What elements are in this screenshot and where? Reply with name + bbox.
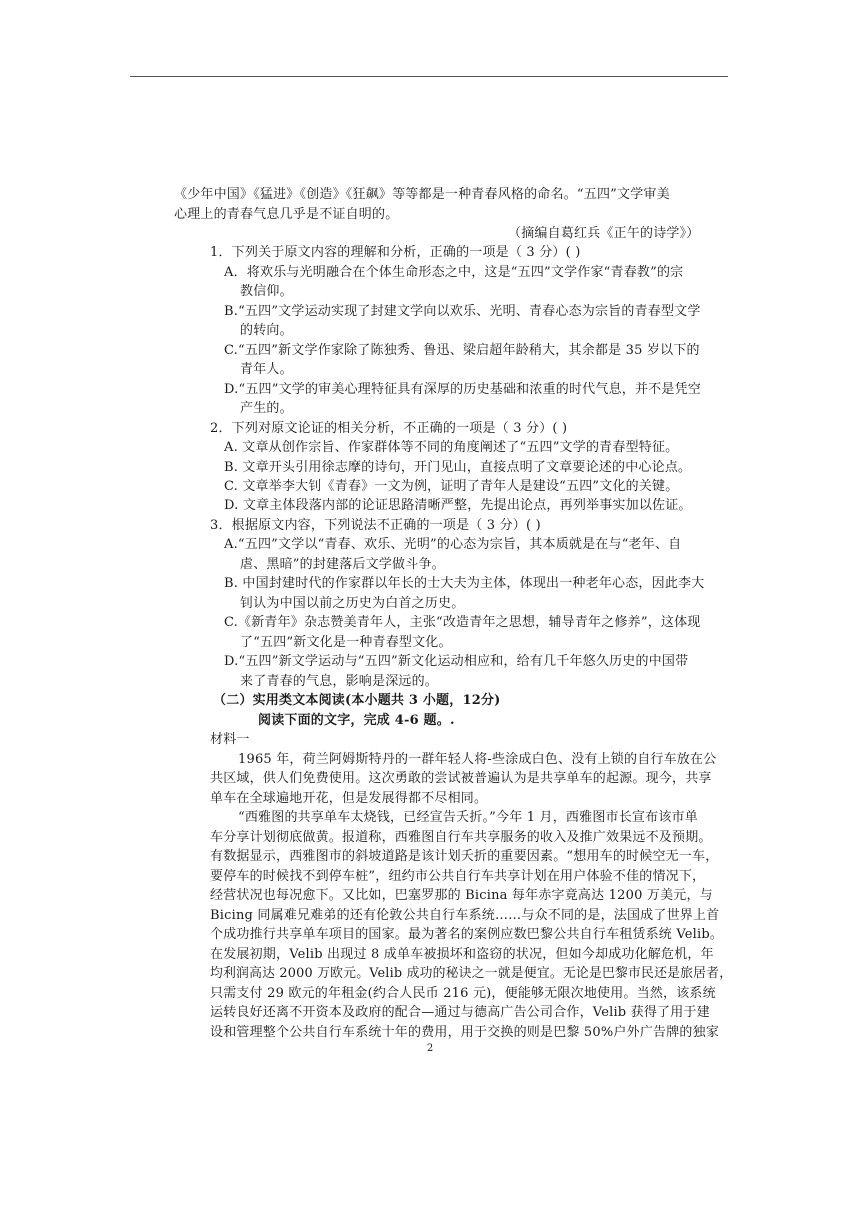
text-line: 心理上的青春气息几乎是不证自明的。 bbox=[174, 207, 399, 222]
q2-option-b: B. 文章开头引用徐志摩的诗句，开门见山，直接点明了文章要论述的中心论点。 bbox=[224, 460, 692, 475]
paragraph-line: 单车在全球遍地开花，但是发展得都不尽相同。 bbox=[210, 791, 488, 806]
q3-option-d-cont: 来了青春的气息，影响是深远的。 bbox=[240, 674, 439, 689]
question-2: 2．下列对原文论证的相关分析，不正确的一项是（ 3 分）( ) bbox=[210, 421, 568, 436]
paragraph-line: 经营状况也每况愈下。又比如，巴塞罗那的 Bicina 每年赤字竟高达 1200 万美元，与 bbox=[210, 888, 713, 903]
paragraph-line: 在发展初期，Velib 出现过 8 成单车被损坏和盗窃的状况，但如今却成功化解危机，年 bbox=[210, 947, 714, 962]
q1-option-a: A．将欢乐与光明融合在个体生命形态之中，这是“五四”文学作家“青春教”的宗 bbox=[224, 265, 684, 280]
reading-instruction: 阅读下面的文字，完成 4-6 题。. bbox=[258, 713, 455, 728]
q3-option-d: D.“五四”新文学运动与“五四”新文化运动相应和，给有几千年悠久历史的中国带 bbox=[224, 654, 689, 669]
paragraph-line: 共区域，供人们免费使用。这次勇敢的尝试被普遍认为是共享单车的起源。现今，共享 bbox=[210, 771, 712, 786]
header-rule bbox=[130, 76, 728, 77]
q3-option-c: C.《新青年》杂志赞美青年人，主张“改造青年之思想，辅导青年之修养”，这体现 bbox=[224, 615, 701, 630]
section-heading: （二）实用类文本阅读(本小题共 3 小题，12分) bbox=[213, 693, 501, 708]
paragraph-line: 要停车的时候找不到停车桩”，纽约市公共自行车共享计划在用户体验不佳的情况下， bbox=[210, 869, 706, 884]
q3-option-b-cont: 钊认为中国以前之历史为白首之历史。 bbox=[240, 596, 465, 611]
paragraph-line: 运转良好还离不开资本及政府的配合—通过与德高广告公司合作，Velib 获得了用于建 bbox=[210, 1005, 710, 1020]
q1-option-a-cont: 教信仰。 bbox=[240, 284, 293, 299]
source-attribution: （摘编自葛红兵《正午的诗学》） bbox=[508, 226, 700, 241]
q1-option-c-cont: 青年人。 bbox=[240, 362, 293, 377]
q2-option-d: D. 文章主体段落内部的论证思路清晰严整，先提出论点，再列举事实加以佐证。 bbox=[224, 498, 692, 513]
q3-option-c-cont: 了“五四”新文化是一种青春型文化。 bbox=[240, 635, 452, 650]
paragraph-line: Bicing 同属难兄难弟的还有伦敦公共自行车系统……与众不同的是，法国成了世界上首 bbox=[210, 908, 720, 923]
question-1: 1．下列关于原文内容的理解和分析，正确的一项是（ 3 分）( ) bbox=[210, 245, 581, 260]
paragraph-line: 1965 年，荷兰阿姆斯特丹的一群年轻人将-些涂成白色、没有上锁的自行车放在公 bbox=[238, 752, 717, 767]
q1-option-b: B.“五四”文学运动实现了封建文学向以欢乐、光明、青春心态为宗旨的青春型文学 bbox=[224, 304, 701, 319]
q2-option-a: A. 文章从创作宗旨、作家群体等不同的角度阐述了“五四”文学的青春型特征。 bbox=[224, 440, 679, 455]
q3-option-a-cont: 虐、黑暗”的封建落后文学做斗争。 bbox=[240, 557, 445, 572]
paragraph-line: 均利润高达 2000 万欧元。Velib 成功的秘诀之一就是便宜。无论是巴黎市民还是旅居者， bbox=[210, 966, 733, 981]
q1-option-b-cont: 的转向。 bbox=[240, 323, 293, 338]
q3-option-b: B. 中国封建时代的作家群以年长的士大夫为主体，体现出一种老年心态，因此李大 bbox=[224, 576, 705, 591]
paragraph-line: 只需支付 29 欧元的年租金(约合人民币 216 元)，便能够无限次地使用。当然，该系统 bbox=[210, 986, 716, 1001]
paragraph-line: “西雅图的共享单车太烧钱，已经宣告夭折。”今年 1 月，西雅图市长宣布该市单 bbox=[238, 810, 698, 825]
question-3: 3．根据原文内容，下列说法不正确的一项是（ 3 分）( ) bbox=[210, 518, 541, 533]
paragraph-line: 有数据显示，西雅图市的斜坡道路是该计划夭折的重要因素。“想用车的时候空无一车， bbox=[210, 849, 719, 864]
q3-option-a: A.“五四”文学以“青春、欢乐、光明”的心态为宗旨，其本质就是在与“老年、自 bbox=[224, 537, 682, 552]
q1-option-d: D.“五四”文学的审美心理特征具有深厚的历史基础和浓重的时代气息，并不是凭空 bbox=[224, 382, 701, 397]
paragraph-line: 设和管理整个公共自行车系统十年的费用，用于交换的则是巴黎 50%户外广告牌的独家 bbox=[210, 1025, 720, 1040]
q1-option-d-cont: 产生的。 bbox=[240, 401, 293, 416]
page-number: 2 bbox=[426, 1043, 434, 1054]
text-line: 《少年中国》《猛进》《创造》《狂飙》等等都是一种青春风格的命名。“五四”文学审美 bbox=[174, 187, 670, 202]
q2-option-c: C. 文章举李大钊《青春》一文为例，证明了青年人是建设“五四”文化的关键。 bbox=[224, 479, 679, 494]
material-label: 材料一 bbox=[210, 732, 250, 747]
paragraph-line: 个成功推行共享单车项目的国家。最为著名的案例应数巴黎公共自行车租赁系统 Velib。 bbox=[210, 927, 724, 942]
q1-option-c: C.“五四”新文学作家除了陈独秀、鲁迅、梁启超年龄稍大，其余都是 35 岁以下的 bbox=[224, 343, 700, 358]
paragraph-line: 车分享计划彻底做黄。报道称，西雅图自行车共享服务的收入及推广效果远不及预期。 bbox=[210, 830, 712, 845]
